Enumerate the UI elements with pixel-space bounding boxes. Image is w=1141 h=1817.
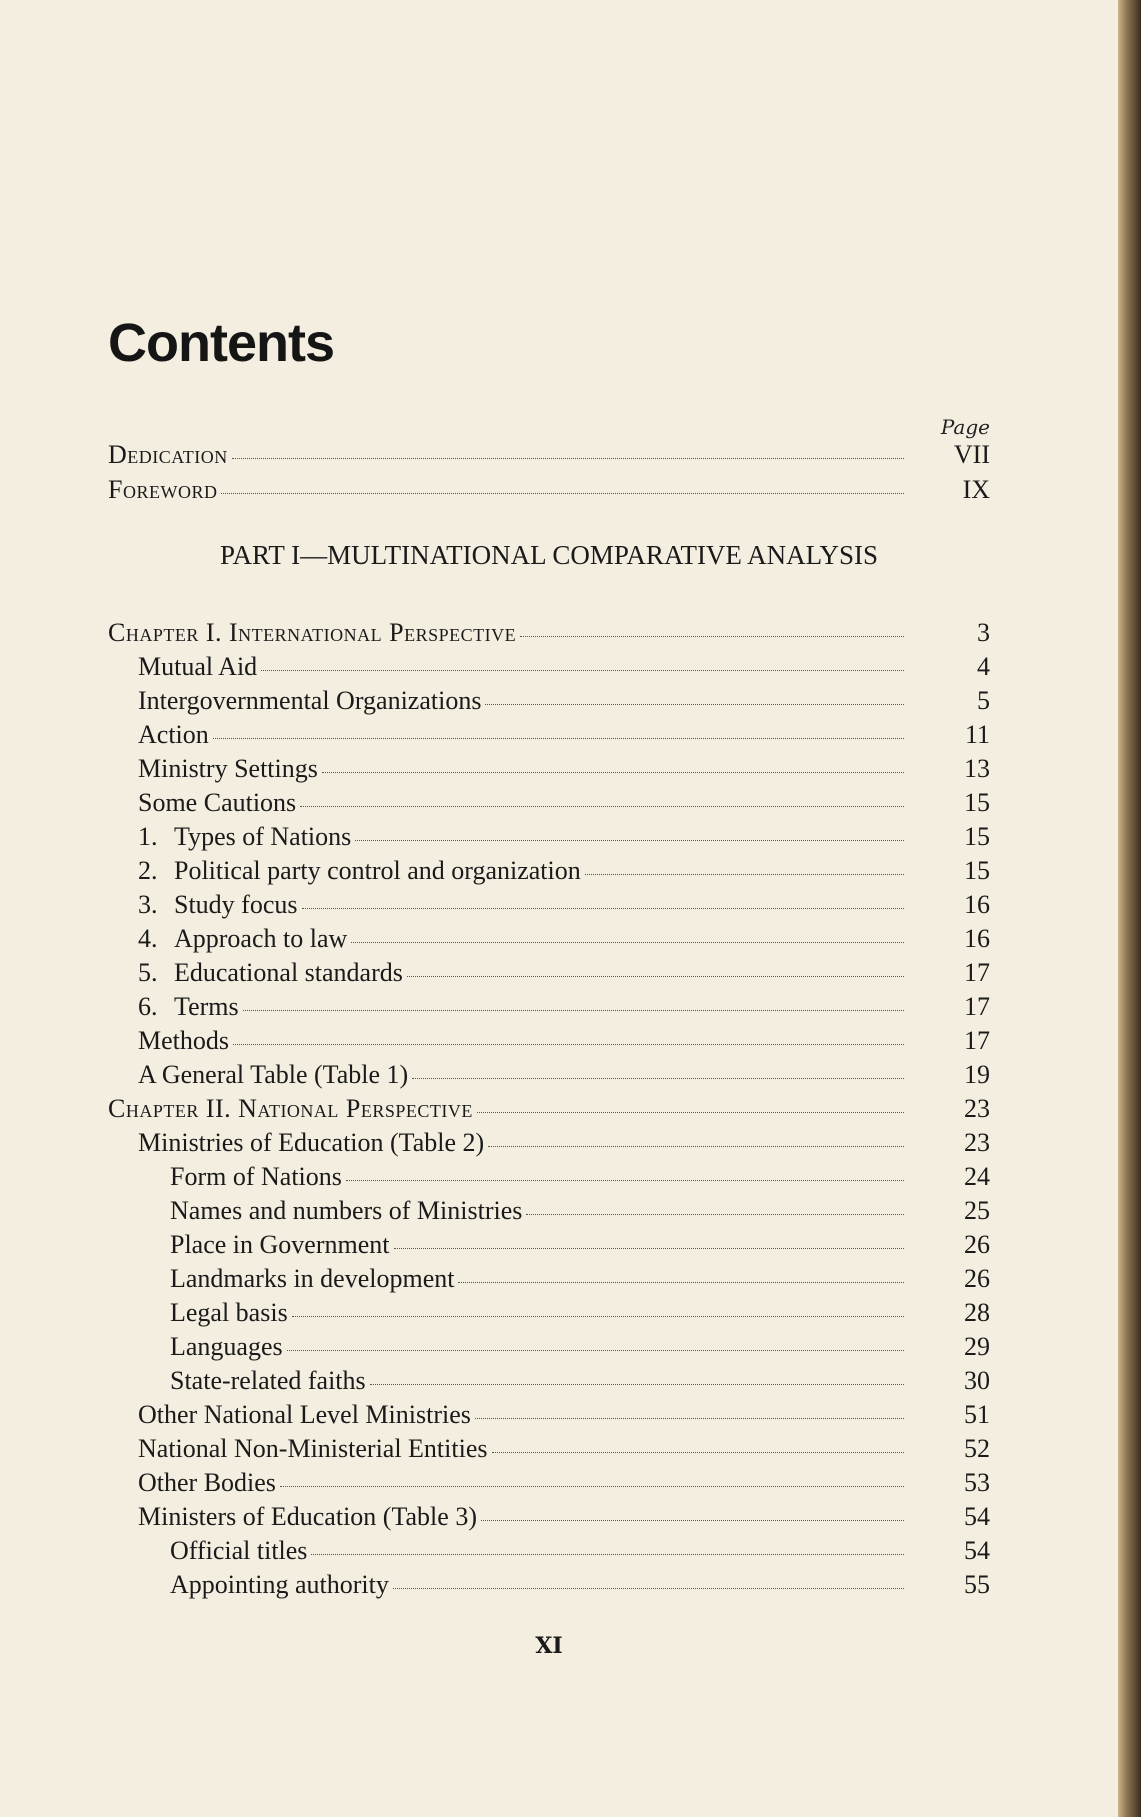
dot-leader [232,458,904,459]
dot-leader [221,493,904,494]
toc-entry[interactable] [108,924,990,956]
toc-entry-page-number: 52 [964,1434,990,1463]
toc-entry-page-number: 54 [964,1502,990,1531]
dot-leader [346,1180,904,1181]
toc-entry-label: State-related faiths [170,1366,366,1395]
toc-entry-number: 3. [138,890,158,919]
dot-leader [526,1214,904,1215]
toc-entry[interactable] [108,1298,990,1330]
dot-leader [520,636,904,637]
toc-entry-page-number: 19 [964,1060,990,1089]
toc-entry-number: 1. [138,822,158,851]
dot-leader [458,1282,904,1283]
toc-entry-label: Chapter II. National Perspective [108,1094,473,1123]
dot-leader [243,1010,904,1011]
toc-entry-page-number: 15 [964,822,990,851]
toc-entry-page-number: 28 [964,1298,990,1327]
toc-entry[interactable] [108,788,990,820]
toc-entry[interactable] [108,1196,990,1228]
toc-entry-page-number: 53 [964,1468,990,1497]
toc-entry-label: Chapter I. International Perspective [108,618,517,647]
toc-entry[interactable] [108,856,990,888]
dot-leader [475,1418,904,1419]
toc-entry-page-number: 16 [964,924,990,953]
toc-chapter[interactable] [108,618,990,650]
toc-entry-label: Legal basis [170,1298,288,1327]
toc-entry[interactable] [108,958,990,990]
dot-leader [488,1146,904,1147]
toc-entry-label: Action [138,720,209,749]
toc-entry-label: Ministers of Education (Table 3) [138,1502,477,1531]
toc-entry-page-number: 11 [964,720,990,749]
toc-entry-number: 6. [138,992,158,1021]
dot-leader [393,1588,904,1589]
toc-entry[interactable] [108,1400,990,1432]
page-folio: XI [535,1633,563,1659]
dot-leader [477,1112,904,1113]
page-column-heading: Page [940,415,990,439]
toc-entry[interactable] [108,754,990,786]
dot-leader [261,670,904,671]
toc-entry-page-number: 23 [964,1128,990,1157]
toc-entry-page-number: 3 [977,618,990,647]
dot-leader [292,1316,904,1317]
dot-leader [311,1554,904,1555]
dot-leader [481,1520,904,1521]
toc-entry-label: Other National Level Ministries [138,1400,471,1429]
toc-entry-label: Mutual Aid [138,652,258,681]
toc-entry-label: Place in Government [170,1230,390,1259]
toc-entry-label: Political party control and organization [174,856,581,885]
front-matter-item[interactable] [108,440,990,472]
toc-entry-page-number: 17 [964,958,990,987]
toc-entry-label: Dedication [108,440,228,469]
toc-entry-label: Form of Nations [170,1162,342,1191]
dot-leader [280,1486,904,1487]
toc-entry-label: Approach to law [174,924,348,953]
toc-entry-page-number: 30 [964,1366,990,1395]
toc-entry[interactable] [108,1264,990,1296]
toc-entry-label: Intergovernmental Organizations [138,686,482,715]
toc-entry-page-number: 16 [964,890,990,919]
dot-leader [412,1078,904,1079]
toc-entry-page-number: 55 [964,1570,990,1599]
toc-entry-label: Landmarks in development [170,1264,455,1293]
toc-entry-page-number: 54 [964,1536,990,1565]
dot-leader [394,1248,905,1249]
toc-entry[interactable] [108,1060,990,1092]
toc-entry-label: Some Cautions [138,788,297,817]
dot-leader [370,1384,904,1385]
toc-entry-label: Educational standards [174,958,403,987]
dot-leader [492,1452,905,1453]
toc-entry-label: Names and numbers of Ministries [170,1196,523,1225]
part-heading: PART I—MULTINATIONAL COMPARATIVE ANALYSIS [219,540,878,570]
toc-entry-page-number: 15 [964,856,990,885]
toc-entry-page-number: 15 [964,788,990,817]
toc-entry-label: Other Bodies [138,1468,276,1497]
toc-entry[interactable] [108,1536,990,1568]
toc-entry[interactable] [108,1026,990,1058]
toc-entry-page-number: 23 [964,1094,990,1123]
contents-title: Contents [108,313,334,373]
toc-chapter[interactable] [108,1094,990,1126]
dot-leader [302,908,905,909]
toc-entry-label: A General Table (Table 1) [138,1060,409,1089]
toc-entry-page-number: IX [962,475,990,504]
toc-entry-number: 5. [138,958,158,987]
toc-entry-label: Languages [170,1332,283,1361]
toc-entry-page-number: 26 [964,1264,990,1293]
toc-entry[interactable] [108,1570,990,1602]
front-matter-item[interactable] [108,475,990,507]
toc-entry-number: 2. [138,856,158,885]
toc-entry[interactable] [108,1332,990,1364]
toc-entry-page-number: 17 [964,992,990,1021]
toc-entry[interactable] [108,1468,990,1500]
dot-leader [322,772,904,773]
toc-entry-number: 4. [138,924,158,953]
toc-entry-label: Study focus [174,890,298,919]
dot-leader [585,874,904,875]
dot-leader [407,976,904,977]
toc-entry-page-number: VII [953,440,990,469]
toc-entry-page-number: 29 [964,1332,990,1361]
page-edge [1118,0,1141,1817]
toc-entry-page-number: 17 [964,1026,990,1055]
toc-entry-page-number: 13 [964,754,990,783]
toc-entry-label: Methods [138,1026,229,1055]
toc-entry[interactable] [108,992,990,1024]
dot-leader [300,806,904,807]
toc-entry-label: Foreword [108,475,218,504]
toc-entry[interactable] [108,1162,990,1194]
toc-entry[interactable] [108,652,990,684]
dot-leader [485,704,904,705]
toc-entry-page-number: 25 [964,1196,990,1225]
toc-entry-label: Official titles [170,1536,308,1565]
toc-entry[interactable] [108,1366,990,1398]
toc-entry-page-number: 4 [977,652,990,681]
toc-entry-page-number: 51 [964,1400,990,1429]
toc-entry[interactable] [108,686,990,718]
toc-entry[interactable] [108,1128,990,1160]
toc-entry-label: Ministry Settings [138,754,318,783]
toc-entry[interactable] [108,1502,990,1534]
dot-leader [233,1044,904,1045]
toc-entry-page-number: 24 [964,1162,990,1191]
dot-leader [355,840,904,841]
dot-leader [287,1350,904,1351]
toc-entry-page-number: 5 [977,686,990,715]
toc-entry[interactable] [108,1230,990,1262]
toc-entry-label: Appointing authority [170,1570,389,1599]
dot-leader [213,738,904,739]
toc-entry[interactable] [108,720,990,752]
toc-entry[interactable] [108,822,990,854]
toc-entry-label: Types of Nations [174,822,352,851]
toc-entry[interactable] [108,1434,990,1466]
toc-entry-label: National Non-Ministerial Entities [138,1434,488,1463]
dot-leader [351,942,904,943]
toc-entry-label: Ministries of Education (Table 2) [138,1128,485,1157]
toc-entry-label: Terms [174,992,239,1021]
toc-entry-page-number: 26 [964,1230,990,1259]
toc-entry[interactable] [108,890,990,922]
